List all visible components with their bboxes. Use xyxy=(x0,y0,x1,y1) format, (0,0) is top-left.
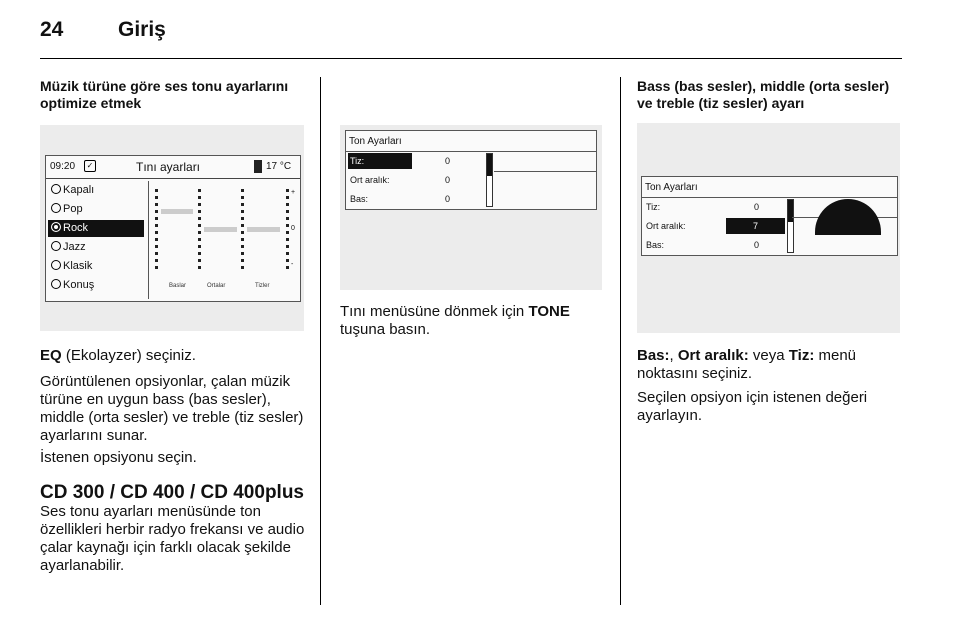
row-tiz[interactable] xyxy=(644,199,764,215)
screen-status-bar xyxy=(46,156,300,179)
eq-option-jazz[interactable] xyxy=(48,239,144,256)
paragraph-options: Görüntülenen opsiyonlar, çalan müzik türüne en uygun bass (bas sesler), middle (orta sesler) ve treble (tiz sesler) ayarlarını sunar. xyxy=(40,373,304,444)
text: (Ekolayzer) seçiniz. xyxy=(61,347,196,364)
radio-icon xyxy=(51,184,61,194)
tone-screen-figure xyxy=(340,125,602,290)
eq-screen-figure xyxy=(40,125,304,331)
eq-scale xyxy=(286,189,289,269)
eq-option-konus[interactable] xyxy=(48,277,144,294)
text: menü noktasını seçiniz. xyxy=(637,347,857,382)
header-rule xyxy=(40,58,902,59)
radio-icon xyxy=(51,203,61,213)
radio-icon xyxy=(51,241,61,251)
row-label: Tiz: xyxy=(350,156,365,166)
row-label: Tiz: xyxy=(646,202,661,212)
paragraph-tone xyxy=(340,303,610,339)
paragraph-cd: Ses tonu ayarları menüsünde ton özellikleri herbir radyo frekansı ve audio çalar kaynağı için farklı olacak şekilde ayarlanabilir. xyxy=(40,503,305,574)
bold-term: EQ xyxy=(40,347,62,364)
radio-selected-icon xyxy=(51,222,61,232)
eq-label-bass: Baslar xyxy=(169,283,187,289)
thermometer-icon xyxy=(254,160,262,173)
eq-level-middle xyxy=(204,227,237,232)
selected-value-box xyxy=(726,218,785,234)
eq-option-label: Klasik xyxy=(63,260,93,272)
row-tiz[interactable] xyxy=(348,153,412,169)
tone-screen xyxy=(641,176,898,256)
panel-title: Ton Ayarları xyxy=(645,182,698,193)
text: Tını menüsüne dönmek için xyxy=(340,303,529,320)
eq-scale xyxy=(155,189,158,269)
scale-mid-label: 0 xyxy=(291,225,295,232)
eq-option-label: Pop xyxy=(63,203,83,215)
row-value: 0 xyxy=(445,175,451,185)
eq-option-label: Jazz xyxy=(63,241,86,253)
temperature: 17 °C xyxy=(266,161,292,172)
eq-option-pop[interactable] xyxy=(48,201,144,218)
eq-option-label: Rock xyxy=(63,222,89,234)
tone-screen xyxy=(345,130,597,210)
paragraph-select: İstenen opsiyonu seçin. xyxy=(40,449,197,466)
row-value: 7 xyxy=(753,221,759,231)
page-title: Giriş xyxy=(118,18,166,41)
level-slider[interactable] xyxy=(486,153,493,207)
eq-bars-area xyxy=(148,181,301,299)
radio-icon xyxy=(51,279,61,289)
scale-bottom-label: - xyxy=(291,261,294,268)
paragraph-adjust: Seçilen opsiyon için istenen değeri ayarlayın. xyxy=(637,389,868,424)
paragraph-select-menu xyxy=(637,347,901,383)
tone-adjust-figure xyxy=(637,123,900,333)
section-heading: Bass (bas sesler), middle (orta sesler) ve treble (tiz sesler) ayarı xyxy=(637,78,890,111)
text: tuşuna basın. xyxy=(340,321,431,338)
column-divider-1 xyxy=(320,77,321,605)
paragraph-eq xyxy=(40,347,312,365)
screen-title: Tını ayarları xyxy=(136,160,201,174)
eq-level-treble xyxy=(247,227,280,232)
row-label: Ort aralık: xyxy=(646,221,686,231)
radio-icon xyxy=(51,260,61,270)
row-bas[interactable] xyxy=(348,191,468,207)
row-value: 0 xyxy=(754,240,760,250)
eq-label-treble: Tizler xyxy=(255,283,270,289)
eq-scale xyxy=(241,189,244,269)
bold-term: Bas: xyxy=(637,347,670,364)
eq-option-rock[interactable] xyxy=(48,220,144,237)
subheading: CD 300 / CD 400 / CD 400plus xyxy=(40,482,304,503)
eq-option-klasik[interactable] xyxy=(48,258,144,275)
row-value: 0 xyxy=(754,202,760,212)
eq-option-label: Kapalı xyxy=(63,184,95,196)
eq-screen xyxy=(45,155,301,302)
eq-level-bass xyxy=(161,209,193,214)
tone-curve-shape xyxy=(815,199,881,235)
check-icon: ✓ xyxy=(84,160,96,172)
bold-term: TONE xyxy=(528,303,570,320)
section-heading: Müzik türüne göre ses tonu ayarlarını optimize etmek xyxy=(40,78,289,111)
row-label: Bas: xyxy=(646,240,665,250)
row-label: Bas: xyxy=(350,194,369,204)
row-bas[interactable] xyxy=(644,237,764,253)
panel-title: Ton Ayarları xyxy=(349,136,402,147)
bold-term: Ort aralık: xyxy=(677,347,749,364)
level-slider[interactable] xyxy=(787,199,794,253)
row-value: 0 xyxy=(445,156,451,166)
scale-top-label: + xyxy=(291,189,296,196)
eq-label-middle: Ortalar xyxy=(207,283,226,289)
eq-option-kapali[interactable] xyxy=(48,182,144,199)
clock-time: 09:20 xyxy=(50,161,76,172)
row-value: 0 xyxy=(445,194,451,204)
text: veya xyxy=(748,347,789,364)
row-label: Ort aralık: xyxy=(350,175,390,185)
column-divider-2 xyxy=(620,77,621,605)
eq-scale xyxy=(198,189,201,269)
row-ort[interactable] xyxy=(348,172,468,188)
bold-term: Tiz: xyxy=(788,347,815,364)
page-number: 24 xyxy=(40,18,64,41)
eq-option-label: Konuş xyxy=(63,279,95,291)
text: , xyxy=(669,347,678,364)
